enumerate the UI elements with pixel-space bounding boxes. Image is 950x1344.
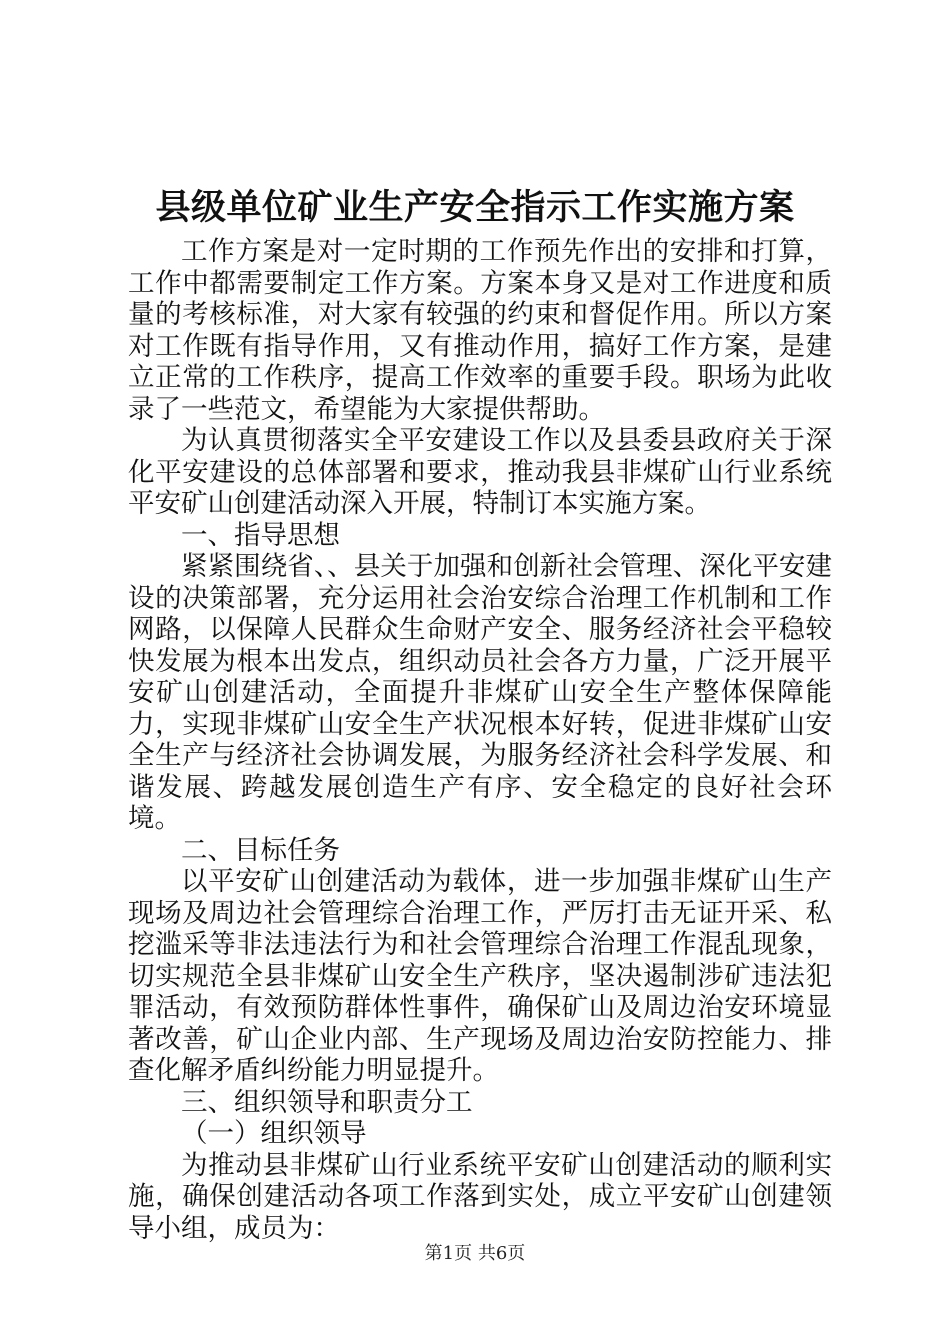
section-heading-guiding-ideology: 一、指导思想 [181,519,340,551]
document-body [128,236,832,1244]
objectives-paragraph: 以平安矿山创建活动为载体，进一步加强非煤矿山生产现场及周边社会管理综合治理工作，严厉打击无证开采、私挖滥采等非法违法行为和社会管理综合治理工作混乱现象，切实规范全县非煤矿山安全生产秩序，坚决遏制涉矿违法犯罪活动，有效预防群体性事件，确保矿山及周边治安环境显著改善，矿山企业内部、生产现场及周边治安防控能力、排查化解矛盾纠纷能力明显提升。 [128,866,832,1086]
section-heading-objectives: 二、目标任务 [181,834,340,866]
purpose-paragraph: 为认真贯彻落实全平安建设工作以及县委县政府关于深化平安建设的总体部署和要求，推动我县非煤矿山行业系统平安矿山创建活动深入开展，特制订本实施方案。 [128,425,832,519]
guiding-ideology-paragraph: 紧紧围绕省、、县关于加强和创新社会管理、深化平安建设的决策部署，充分运用社会治安综合治理工作机制和工作网路，以保障人民群众生命财产安全、服务经济社会平稳较快发展为根本出发点，组织动员社会各方力量，广泛开展平安矿山创建活动，全面提升非煤矿山安全生产整体保障能力，实现非煤矿山安全生产状况根本好转，促进非煤矿山安全生产与经济社会协调发展，为服务经济社会科学发展、和谐发展、跨越发展创造生产有序、安全稳定的良好社会环境。 [128,551,832,834]
page-number-footer: 第1页 共6页 [424,1243,526,1264]
leadership-paragraph: 为推动县非煤矿山行业系统平安矿山创建活动的顺利实施，确保创建活动各项工作落到实处，成立平安矿山创建领导小组，成员为： [128,1149,832,1244]
section-heading-organization: 三、组织领导和职责分工 [181,1086,473,1118]
intro-paragraph: 工作方案是对一定时期的工作预先作出的安排和打算，工作中都需要制定工作方案。方案本身又是对工作进度和质量的考核标准，对大家有较强的约束和督促作用。所以方案对工作既有指导作用，又有推动作用，搞好工作方案，是建立正常的工作秩序，提高工作效率的重要手段。职场为此收录了一些范文，希望能为大家提供帮助。 [128,236,832,425]
document-title: 县级单位矿业生产安全指示工作实施方案 [155,187,795,228]
subsection-heading-leadership: （一）组织领导 [181,1118,367,1149]
